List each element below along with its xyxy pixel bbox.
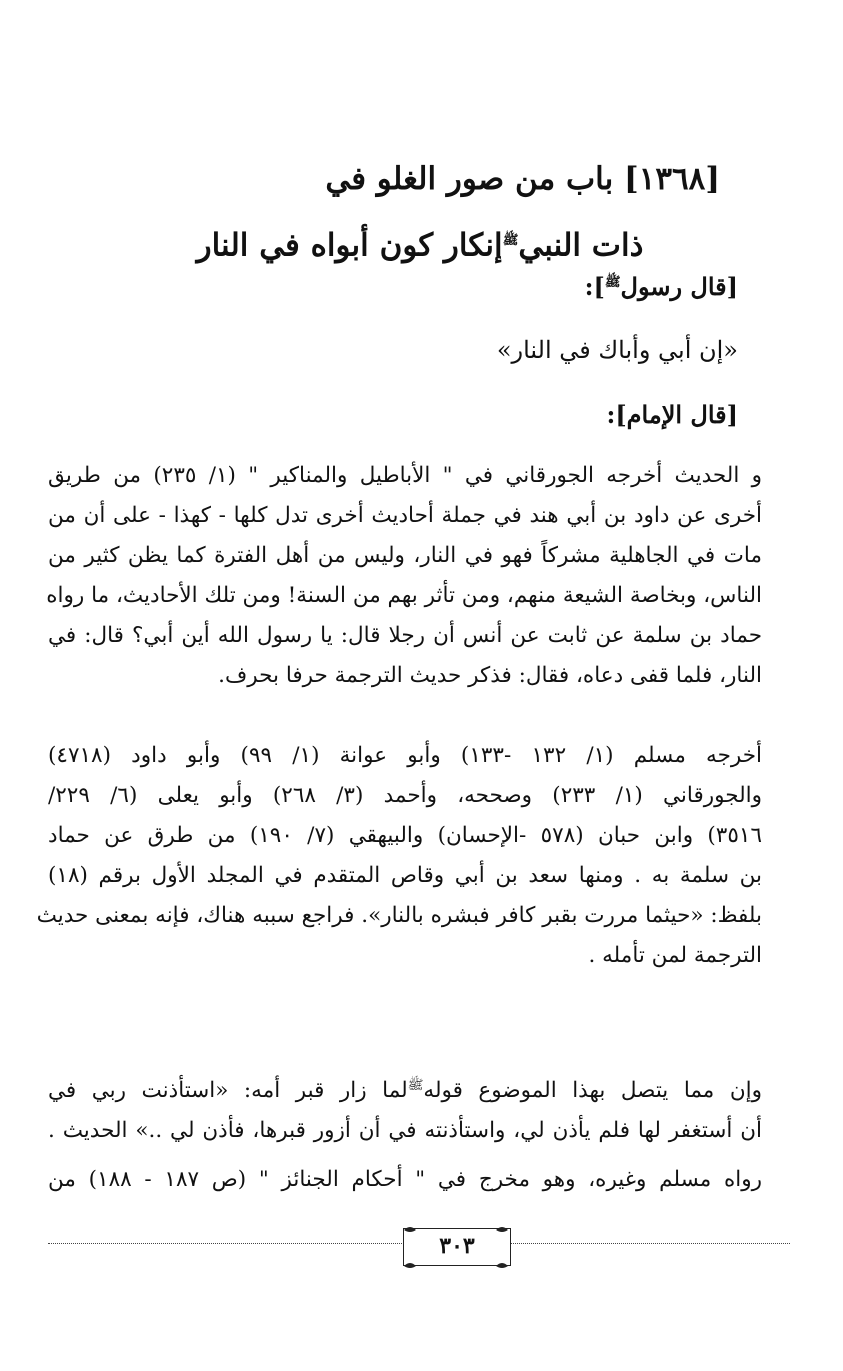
text-line: أخرى عن داود بن أبي هند في جملة أحاديث أخرى تدل كلها - كهذا - على أن من bbox=[48, 503, 762, 528]
section-heading-prophet: [قال رسول$^ﷺ$]: bbox=[584, 272, 738, 301]
text-line: النار، فلما قفى دعاه، فقال: فذكر حديث الترجمة حرفا بحرف. bbox=[218, 663, 762, 688]
page-footer bbox=[48, 1228, 790, 1268]
chapter-title-line-2 bbox=[120, 210, 720, 276]
pbuh-glyph: ﷺ bbox=[407, 1078, 424, 1093]
pbuh-glyph: ﷺ bbox=[502, 233, 519, 248]
text-line: و الحديث أخرجه الجورقاني في " الأباطيل والمناكير " (١/ ٢٣٥) من طريق bbox=[48, 463, 762, 488]
text-line: بلفظ: «حيثما مررت بقبر كافر فبشره بالنار». فراجع سببه هناك، فإنه بمعنى حديث bbox=[36, 903, 762, 928]
text-line: وإن مما يتصل بهذا الموضوع قوله$^ﷺ$لما زار قبر أمه: «استأذنت ربي في bbox=[48, 1078, 762, 1104]
chapter-title bbox=[120, 148, 720, 276]
ornament-icon bbox=[400, 1224, 512, 1270]
text-line: حماد بن سلمة عن ثابت عن أنس أن رجلا قال: يا رسول الله أين أبي؟ قال: في bbox=[48, 623, 762, 648]
text-line: مات في الجاهلية مشركاً فهو في النار، وليس من أهل الفترة كما يظن كثير من bbox=[48, 543, 762, 568]
page-number: ٣٠٣ bbox=[439, 1233, 475, 1259]
title-text-2: إنكار كون أبواه في النار bbox=[196, 227, 503, 264]
title-text-1: ذات النبي bbox=[518, 227, 644, 264]
text-line: أخرجه مسلم (١/ ١٣٢ -١٣٣) وأبو عوانة (١/ ٩٩) وأبو داود (٤٧١٨) bbox=[48, 743, 763, 768]
paragraph-1 bbox=[48, 456, 790, 696]
text-line: أن أستغفر لها فلم يأذن لي، واستأذنته في أن أزور قبرها، فأذن لي ..» الحديث . bbox=[48, 1118, 762, 1144]
text-line: الترجمة لمن تأمله . bbox=[588, 943, 762, 968]
chapter-title-line-1: [١٣٦٨] باب من صور الغلو في bbox=[325, 161, 720, 197]
paragraph-2 bbox=[36, 736, 790, 976]
text-line: الناس، وبخاصة الشيعة منهم، ومن تأثر بهم من السنة! ومن تلك الأحاديث، ما رواه bbox=[46, 583, 762, 608]
pbuh-glyph: ﷺ bbox=[604, 275, 621, 290]
section-heading-imam: [قال الإمام]: bbox=[606, 400, 738, 429]
hadith-quote: «إن أبي وأباك في النار» bbox=[496, 336, 738, 364]
text-line: والجورقاني (١/ ٢٣٣) وصححه، وأحمد (٣/ ٢٦٨) وأبو يعلى (٦/ ٢٢٩/ bbox=[48, 783, 763, 808]
text-line: رواه مسلم وغيره، وهو مخرج في " أحكام الجنائز " (ص ١٨٧ - ١٨٨) من bbox=[48, 1167, 763, 1192]
paragraph-3 bbox=[48, 1066, 790, 1151]
text-line: ٣٥١٦) وابن حبان (٥٧٨ -الإحسان) والبيهقي (٧/ ١٩٠) من طرق عن حماد bbox=[48, 823, 762, 848]
text-line: بن سلمة به . ومنها سعد بن أبي وقاص المتقدم في المجلد الأول برقم (١٨) bbox=[48, 863, 762, 888]
paragraph-4 bbox=[48, 1160, 790, 1200]
